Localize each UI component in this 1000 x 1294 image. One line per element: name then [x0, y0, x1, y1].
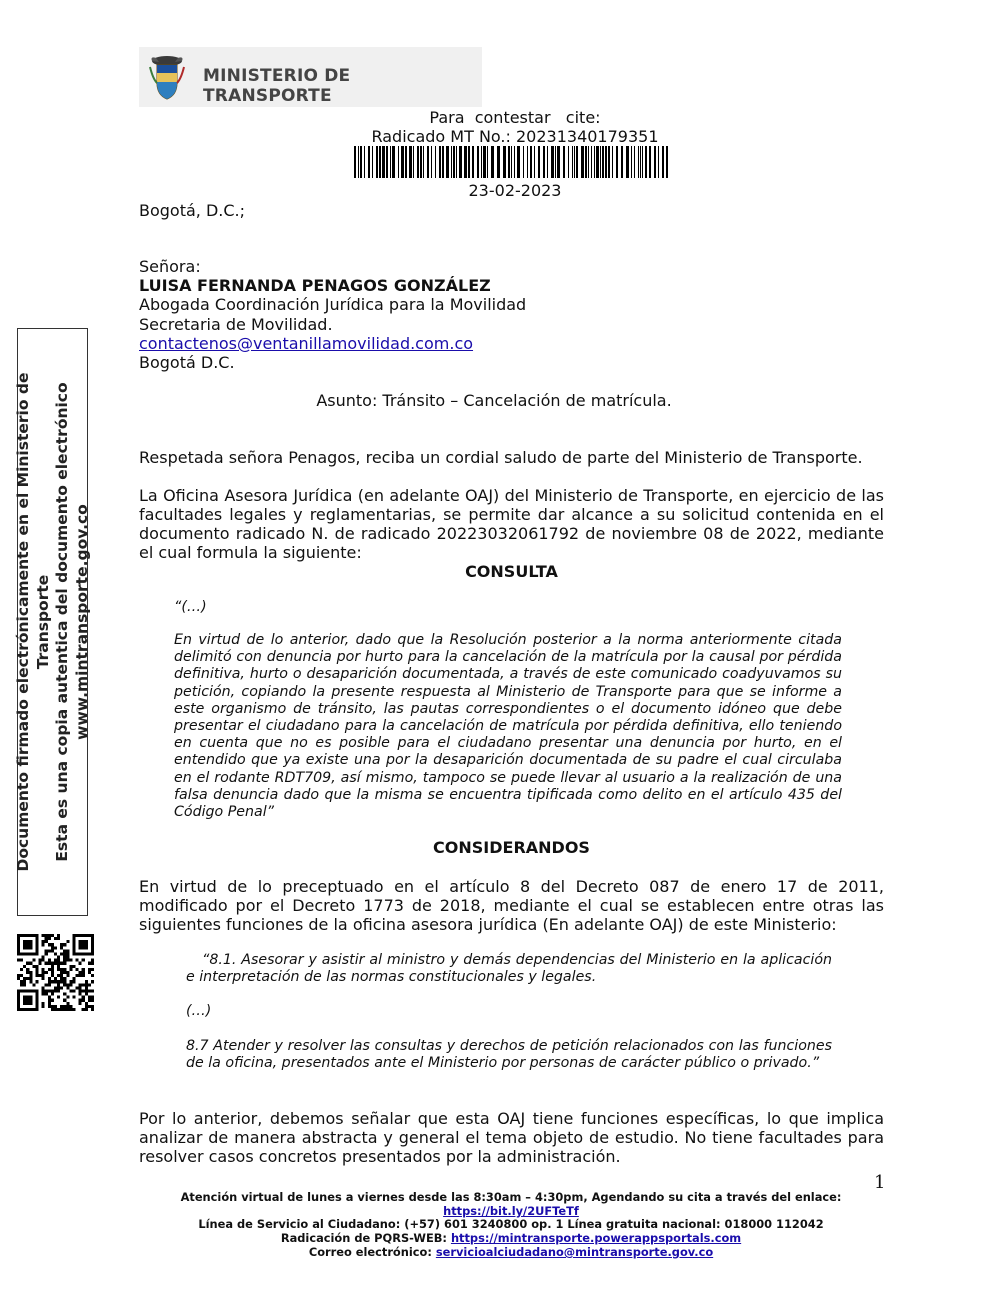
radicado-date: 23-02-2023 — [468, 181, 562, 200]
barcode-icon — [354, 146, 668, 178]
consulta-quote: En virtud de lo anterior, dado que la Resolución posterior a la norma anteriormente citada delimitó con denuncia por hurto para la cancelación de la matrícula por la causal por pérdida definitiva, hurto o desaparición documentada, a través de este comunicado coadyuvamos su petición, copiando la presente respuesta al Ministerio de Transporte para que se informe a este organismo de tránsito, las pautas correspondientes o el documento idóneo que debe presentar el ciudadano para la cancelación de matrícula por pérdida definitiva, ello teniendo en cuenta que no es posible para el ciudadano presentar una denuncia por hurto, en el entendido que ya existe una por la desaparición documentada de su padre el cual circulaba en el rodante RDT709, así mismo, tampoco se puede llevar al usuario a la realización de una falsa denuncia dado que la misma se encuentra tipificada como delito en el artículo 435 del Código Penal” — [174, 632, 842, 821]
city-line: Bogotá, D.C.; — [139, 201, 246, 220]
recipient-title: Abogada Coordinación Jurídica para la Movilidad — [139, 295, 527, 315]
intro-paragraph: La Oficina Asesora Jurídica (en adelante OAJ) del Ministerio de Transporte, en ejercicio de las facultades legales y reglamentarias, se permite dar alcance a su solicitud contenida en el documento radicado N. de radicado 20223032061792 de noviembre 08 de 2022, mediante el cual formula la siguiente: — [139, 486, 884, 562]
qr-code-icon — [17, 934, 94, 1011]
stamp-line-copy: Esta es una copia autentica del documento electrónico — [52, 382, 71, 862]
subject-line: Asunto: Tránsito – Cancelación de matrícula. — [316, 391, 672, 410]
function-quote-8-7: 8.7 Atender y resolver las consultas y derechos de petición relacionados con las funciones de la oficina, presentados ante el Ministerio por personas de carácter público o privado.” — [186, 1038, 832, 1072]
page-number: 1 — [874, 1172, 886, 1193]
footer-pqrs-label: Radicación de PQRS-WEB: — [280, 1231, 451, 1246]
electronic-signature-stamp — [13, 328, 90, 916]
recipient-email-link[interactable]: contactenos@ventanillamovilidad.com.co — [139, 333, 474, 353]
footer-attention-hours: Atención virtual de lunes a viernes desde las 8:30am – 4:30pm, Agendando su cita a través del enlace: — [180, 1190, 842, 1204]
footer-phone-line: Línea de Servicio al Ciudadano: (+57) 601 3240800 op. 1 Línea gratuita nacional: 018000 112042 — [198, 1217, 824, 1232]
considerandos-heading: CONSIDERANDOS — [433, 838, 590, 857]
stamp-line-website: www.mintransporte.gov.co — [72, 504, 90, 740]
greeting-paragraph: Respetada señora Penagos, reciba un cordial saludo de parte del Ministerio de Transporte. — [139, 448, 863, 467]
logo-text: MINISTERIO DE TRANSPORTE — [203, 66, 351, 106]
colombia-coat-of-arms-icon — [147, 53, 187, 101]
ministry-logo — [139, 47, 482, 107]
footer-email-label: Correo electrónico: — [308, 1244, 436, 1259]
quote-ellipsis: (…) — [186, 1003, 212, 1019]
quote-opening: “(…) — [174, 599, 207, 615]
conclusion-paragraph: Por lo anterior, debemos señalar que esta OAJ tiene funciones específicas, lo que implica analizar de manera abstracta y general el tema objeto de estudio. No tiene facultades para resolver casos concretos presentados por la administración. — [139, 1109, 884, 1166]
function-quote-8-1: “8.1. Asesorar y asistir al ministro y demás dependencias del Ministerio en la aplicación e interpretación de las normas constitucionales y legales. — [186, 952, 832, 986]
recipient-name: LUISA FERNANDA PENAGOS GONZÁLEZ — [139, 276, 491, 296]
recipient-office: Secretaria de Movilidad. — [139, 314, 333, 334]
reply-cite-label: Para contestar cite: — [429, 108, 601, 127]
recipient-city: Bogotá D.C. — [139, 353, 235, 373]
footer-pqrs-link[interactable]: https://mintransporte.powerappsportals.com — [450, 1231, 742, 1246]
footer-email-link[interactable]: servicioalciudadano@mintransporte.gov.co — [435, 1244, 714, 1259]
recipient-salutation: Señora: — [139, 257, 201, 276]
page-footer — [100, 1191, 922, 1260]
footer-appointment-link[interactable]: https://bit.ly/2UFTeTf — [443, 1203, 579, 1218]
recipient-block — [139, 257, 526, 372]
radicado-number: Radicado MT No.: 20231340179351 — [371, 127, 659, 146]
considerandos-paragraph: En virtud de lo preceptuado en el artículo 8 del Decreto 087 de enero 17 de 2011, modificado por el Decreto 1773 de 2018, mediante el cual se establecen entre otras las siguientes funciones de la oficina asesora jurídica (En adelante OAJ) de este Ministerio: — [139, 877, 884, 934]
stamp-line-signed: Documento firmado electrónicamente en el Ministerio de Transporte — [13, 372, 51, 872]
consulta-heading: CONSULTA — [465, 562, 558, 581]
